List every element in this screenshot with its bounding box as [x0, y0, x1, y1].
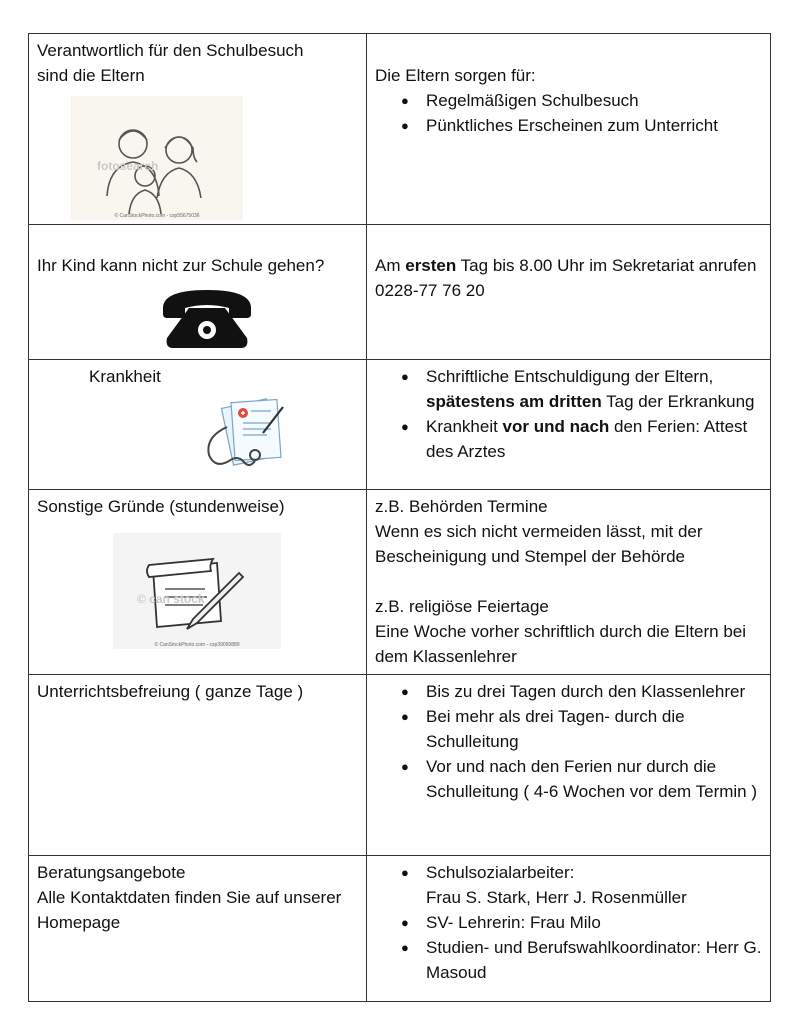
text-segment: Krankheit [426, 417, 503, 436]
right-cell [367, 360, 771, 490]
list-item [401, 364, 762, 414]
image-credit: © CanStockPhoto.com - csp55675036 [114, 213, 200, 219]
right-cell [367, 34, 771, 225]
call-instruction [375, 253, 762, 303]
table-row [29, 360, 771, 490]
family-illustration-icon [71, 96, 243, 220]
list-item: ● Bei mehr als drei Tagen- durch die Schulleitung [401, 704, 762, 754]
bullet-list [375, 679, 762, 804]
left-cell [29, 490, 367, 675]
watermark: © can stock [137, 592, 205, 606]
text-segment: Tag bis 8.00 Uhr im Sekretariat anrufen 0228-77 76 20 [375, 256, 757, 300]
list-item: ● SV- Lehrerin: Frau Milo [401, 910, 762, 935]
text-segment: den Ferien: Attest des Arztes [426, 417, 748, 461]
right-cell [367, 225, 771, 360]
cell-label: Verantwortlich für den Schulbesuch sind die Eltern [37, 41, 304, 85]
telephone-icon [159, 286, 255, 350]
right-cell [367, 490, 771, 675]
list-item: ● Schulsozialarbeiter: Frau S. Stark, Herr J. Rosenmüller [401, 860, 762, 910]
bullet-list [375, 860, 762, 985]
cell-label: Sonstige Gründe (stundenweise) [37, 497, 285, 516]
emphasis: spätestens am dritten [426, 392, 602, 411]
text-segment: Am [375, 256, 406, 275]
right-cell [367, 675, 771, 856]
absence-info-table [28, 33, 771, 1002]
bullet-list [375, 364, 762, 464]
image-credit: © CanStockPhoto.com - csp39099889 [154, 642, 240, 648]
emphasis: vor und nach [502, 417, 610, 436]
cell-intro: Die Eltern sorgen für: [375, 66, 536, 85]
watermark: fotosearch [97, 159, 159, 173]
list-item: ● Bis zu drei Tagen durch den Klassenlehrer [401, 679, 762, 704]
text-segment: Schriftliche Entschuldigung der Eltern, [426, 367, 714, 386]
cell-label: Beratungsangebote Alle Kontaktdaten finden Sie auf unserer Homepage [37, 863, 342, 932]
left-cell [29, 225, 367, 360]
right-cell [367, 856, 771, 1002]
table-row [29, 675, 771, 856]
cell-label: Ihr Kind kann nicht zur Schule gehen? [37, 256, 325, 275]
list-item: ● Regelmäßigen Schulbesuch [401, 88, 762, 113]
emphasis: ersten [405, 256, 457, 275]
cell-text: z.B. Behörden Termine Wenn es sich nicht vermeiden lässt, mit der Bescheinigung und Stempel der Behörde z.B. religiöse Feiertage Eine Woche vorher schriftlich durch die Eltern bei dem Klassenlehrer [375, 497, 747, 666]
cell-label: Krankheit [89, 367, 161, 386]
table-row [29, 856, 771, 1002]
left-cell [29, 360, 367, 490]
paper-and-pencil-icon [113, 533, 281, 649]
left-cell [29, 675, 367, 856]
list-item [401, 414, 762, 464]
left-cell [29, 34, 367, 225]
list-item: ● Studien- und Berufswahlkoordinator: Herr G. Masoud [401, 935, 762, 985]
table-row [29, 225, 771, 360]
list-item: ● Pünktliches Erscheinen zum Unterricht [401, 113, 762, 138]
text-segment: Tag der Erkrankung [601, 392, 755, 411]
table-row [29, 34, 771, 225]
table-row [29, 490, 771, 675]
left-cell [29, 856, 367, 1002]
medical-certificate-stethoscope-icon [197, 397, 297, 473]
cell-label: Unterrichtsbefreiung ( ganze Tage ) [37, 682, 304, 701]
list-item: ● Vor und nach den Ferien nur durch die Schulleitung ( 4-6 Wochen vor dem Termin ) [401, 754, 762, 804]
bullet-list [375, 88, 762, 138]
